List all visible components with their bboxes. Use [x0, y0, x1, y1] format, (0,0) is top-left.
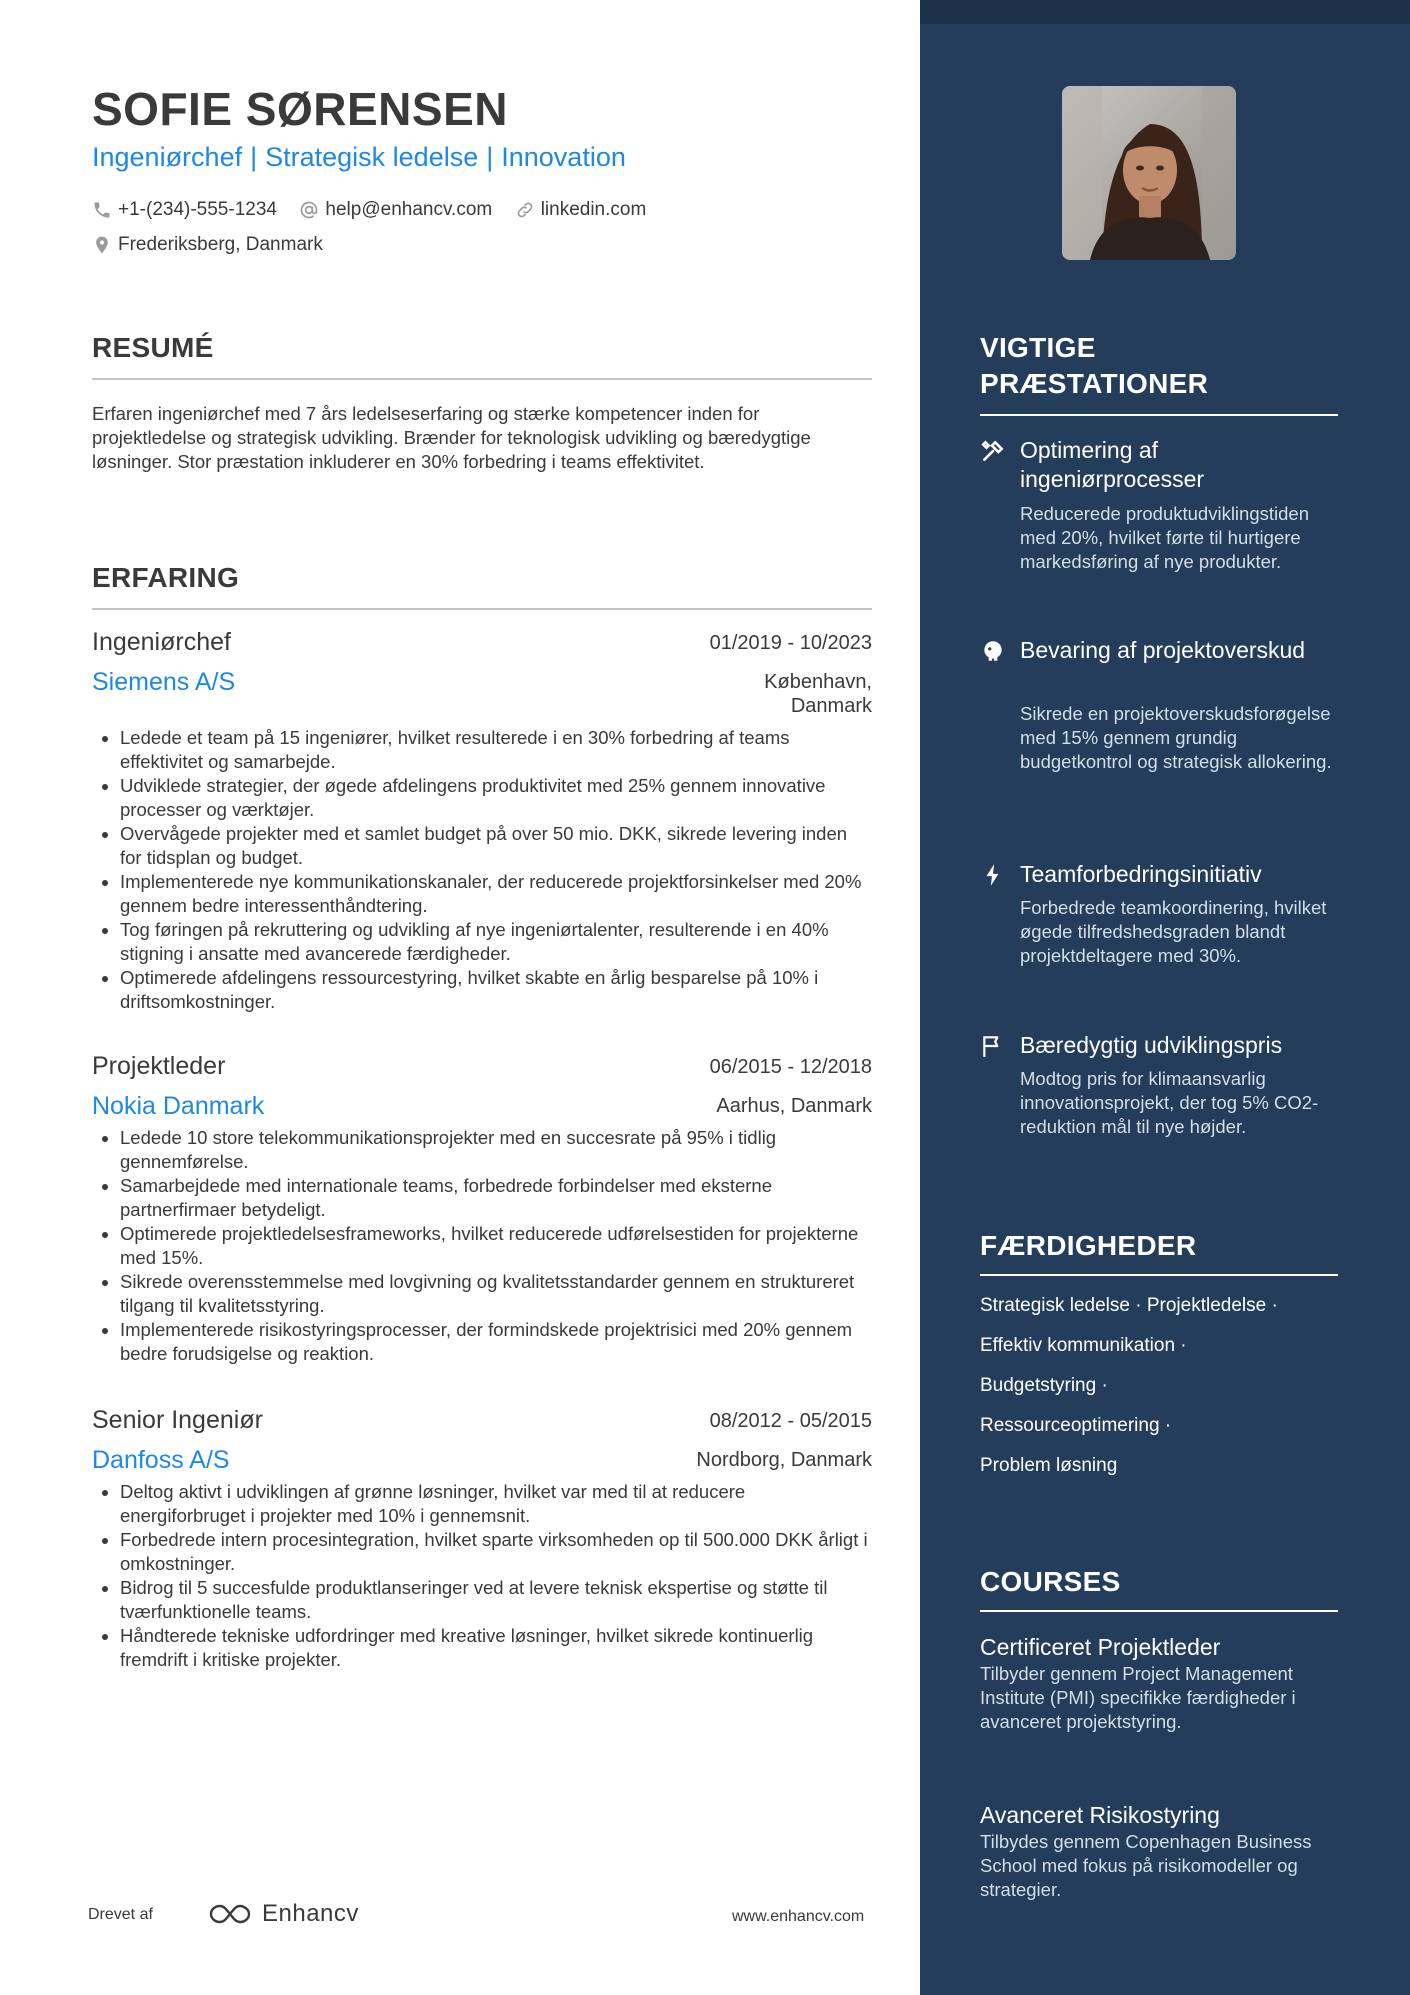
job-title: Projektleder [92, 1052, 226, 1080]
contact-info [92, 196, 892, 260]
job-bullet: • Samarbejdede med internationale teams, forbedrede forbindelser med eksterne partnerfirmaer betydeligt. [120, 1174, 872, 1222]
job-company[interactable]: Nokia Danmark [92, 1092, 265, 1120]
headline-separator: | [250, 142, 258, 172]
enhancv-logo-icon [206, 1901, 254, 1927]
sidebar [920, 0, 1410, 1995]
powered-by-label: Drevet af [88, 1906, 153, 1923]
skill-line: Strategisk ledelse · Projektledelse · [980, 1295, 1278, 1316]
course-title: Avanceret Risikostyring [980, 1802, 1220, 1828]
job-bullets [92, 1480, 872, 1672]
courses-divider [980, 1610, 1338, 1612]
experience-divider [92, 608, 872, 610]
achievements-heading-line: VIGTIGE [980, 332, 1096, 363]
job-title: Senior Ingeniør [92, 1406, 263, 1434]
job-company[interactable]: Siemens A/S [92, 668, 236, 696]
job-bullet: • Ledede et team på 15 ingeniører, hvilket resulterede i en 30% forbedring af teams effektivitet og samarbejde. [120, 726, 872, 774]
tools-icon [980, 438, 1006, 464]
summary-heading: RESUMÉ [92, 332, 214, 363]
summary-divider [92, 378, 872, 380]
headline-skill: Strategisk ledelse [265, 142, 479, 172]
linkedin-url: linkedin.com [540, 199, 647, 220]
linkedin-contact[interactable] [515, 196, 647, 224]
course-item [980, 1632, 1338, 1734]
job-dates: 06/2015 - 12/2018 [709, 1056, 872, 1078]
location-contact [92, 231, 323, 259]
course-title: Certificeret Projektleder [980, 1634, 1221, 1660]
job-bullet: • Deltog aktivt i udviklingen af grønne løsninger, hvilket var med til at reducere energiforbruget i projekter med 10% i gennemsnit. [120, 1480, 872, 1528]
job-location-line: Aarhus, Danmark [716, 1095, 872, 1117]
achievements-heading-line: PRÆSTATIONER [980, 368, 1209, 399]
job-bullet: • Implementerede nye kommunikationskanaler, der reducerede projektforsinkelser med 20% gennem bedre interessenthåndtering. [120, 870, 872, 918]
achievement-title: Optimering af ingeniørprocesser [1020, 437, 1205, 492]
skills-divider [980, 1274, 1338, 1276]
skill-line: Ressourceoptimering · [980, 1415, 1172, 1436]
lightning-icon [980, 862, 1006, 888]
job-bullet: • Overvågede projekter med et samlet budget på over 50 mio. DKK, sikrede levering inden for tidsplan og budget. [120, 822, 872, 870]
location-pin-icon [92, 235, 112, 255]
email-address: help@enhancv.com [325, 199, 493, 220]
job-bullet: • Forbedrede intern procesintegration, hvilket sparte virksomheden op til 500.000 DKK årligt i omkostninger. [120, 1528, 872, 1576]
piggy-bank-icon [980, 638, 1006, 664]
candidate-name: SOFIE SØRENSEN [92, 83, 508, 135]
achievements-divider [980, 414, 1338, 416]
achievement-title: Teamforbedringsinitiativ [1020, 861, 1262, 887]
summary-text: Erfaren ingeniørchef med 7 års ledelseserfaring og stærke kompetencer inden for projektledelse og strategisk udvikling. Brænder for teknologisk udvikling og bæredygtige løsninger. Stor præstation inkluderer en 30% forbedring i teams effektivitet. [92, 403, 811, 472]
job-bullet: • Håndterede tekniske udfordringer med kreative løsninger, hvilket sikrede kontinuerlig fremdrift i kritiske projekter. [120, 1624, 872, 1672]
course-description: Tilbyder gennem Project Management Institute (PMI) specifikke færdigheder i avanceret projektstyring. [980, 1663, 1296, 1732]
profile-photo [1062, 86, 1236, 260]
course-item [980, 1800, 1338, 1902]
headline-separator: | [486, 142, 494, 172]
achievement-description: Sikrede en projektoverskudsforøgelse med 15% gennem grundig budgetkontrol og strategisk allokering. [1020, 703, 1332, 772]
job-location [696, 1448, 872, 1472]
flag-icon [980, 1033, 1006, 1059]
job-bullets [92, 1126, 872, 1366]
job-bullet: • Udviklede strategier, der øgede afdelingens produktivitet med 25% gennem innovative processer og værktøjer. [120, 774, 872, 822]
headline-role: Ingeniørchef [92, 142, 243, 172]
job-bullet: • Bidrog til 5 succesfulde produktlanseringer ved at levere teknisk ekspertise og støtte til tværfunktionelle teams. [120, 1576, 872, 1624]
enhancv-brand-text: Enhancv [262, 1900, 359, 1927]
footer-url[interactable]: www.enhancv.com [732, 1908, 865, 1925]
job-location-line: København, [764, 671, 872, 693]
job-bullet: • Optimerede projektledelsesframeworks, hvilket reducerede udførelsestiden for projekterne med 15%. [120, 1222, 872, 1270]
achievement-description: Modtog pris for klimaansvarlig innovationsprojekt, der tog 5% CO2-reduktion mål til nye højder. [1020, 1068, 1319, 1137]
email-contact[interactable] [299, 196, 492, 224]
job-bullets [92, 726, 872, 1014]
job-bullet: • Tog føringen på rekruttering og udvikling af nye ingeniørtalenter, resulterende i en 40% stigning i ansatte med avancerede færdigheder. [120, 918, 872, 966]
location-text: Frederiksberg, Danmark [118, 234, 323, 255]
achievement-title: Bæredygtig udviklingspris [1020, 1032, 1283, 1058]
phone-contact[interactable] [92, 196, 277, 224]
job-dates: 08/2012 - 05/2015 [709, 1410, 872, 1432]
job-dates: 01/2019 - 10/2023 [709, 632, 872, 654]
at-icon [299, 200, 319, 220]
job-bullet: • Optimerede afdelingens ressourcestyring, hvilket skabte en årlig besparelse på 10% i driftsomkostninger. [120, 966, 872, 1014]
courses-heading: COURSES [980, 1566, 1121, 1597]
phone-icon [92, 200, 112, 220]
course-description: Tilbydes gennem Copenhagen Business School med fokus på risikomodeller og strategier. [980, 1831, 1312, 1900]
job-bullet: • Sikrede overensstemmelse med lovgivning og kvalitetsstandarder gennem en struktureret tilgang til kvalitetsstyring. [120, 1270, 872, 1318]
skill-line: Problem løsning [980, 1455, 1118, 1476]
job-location [716, 1094, 872, 1118]
skills-list [980, 1294, 1340, 1494]
job-location-line: Danmark [790, 695, 872, 717]
achievement-description: Reducerede produktudviklingstiden med 20%, hvilket førte til hurtigere markedsføring af nye produkter. [1020, 503, 1309, 572]
skill-line: Budgetstyring · [980, 1375, 1108, 1396]
job-location [764, 670, 872, 718]
achievement-title: Bevaring af projektoverskud [1020, 637, 1306, 663]
job-company[interactable]: Danfoss A/S [92, 1446, 230, 1474]
phone-number: +1-(234)-555-1234 [118, 199, 277, 220]
skills-heading: FÆRDIGHEDER [980, 1230, 1197, 1261]
experience-heading: ERFARING [92, 562, 240, 593]
sidebar-top-bar [920, 0, 1410, 24]
enhancv-logo[interactable] [206, 1900, 359, 1928]
job-bullet: • Ledede 10 store telekommunikationsprojekter med en succesrate på 95% i tidlig gennemførelse. [120, 1126, 872, 1174]
job-location-line: Nordborg, Danmark [696, 1449, 872, 1471]
profile-photo-image [1062, 86, 1236, 260]
achievement-description: Forbedrede teamkoordinering, hvilket øgede tilfredshedsgraden blandt projektdeltagere med 30%. [1020, 897, 1327, 966]
headline [92, 142, 626, 173]
headline-focus: Innovation [501, 142, 626, 172]
job-bullet: • Implementerede risikostyringsprocesser, der formindskede projektrisici med 20% gennem bedre forudsigelse og reaktion. [120, 1318, 872, 1366]
skill-line: Effektiv kommunikation · [980, 1335, 1187, 1356]
job-title: Ingeniørchef [92, 628, 231, 656]
link-icon [515, 200, 535, 220]
achievements-heading [980, 330, 1208, 402]
